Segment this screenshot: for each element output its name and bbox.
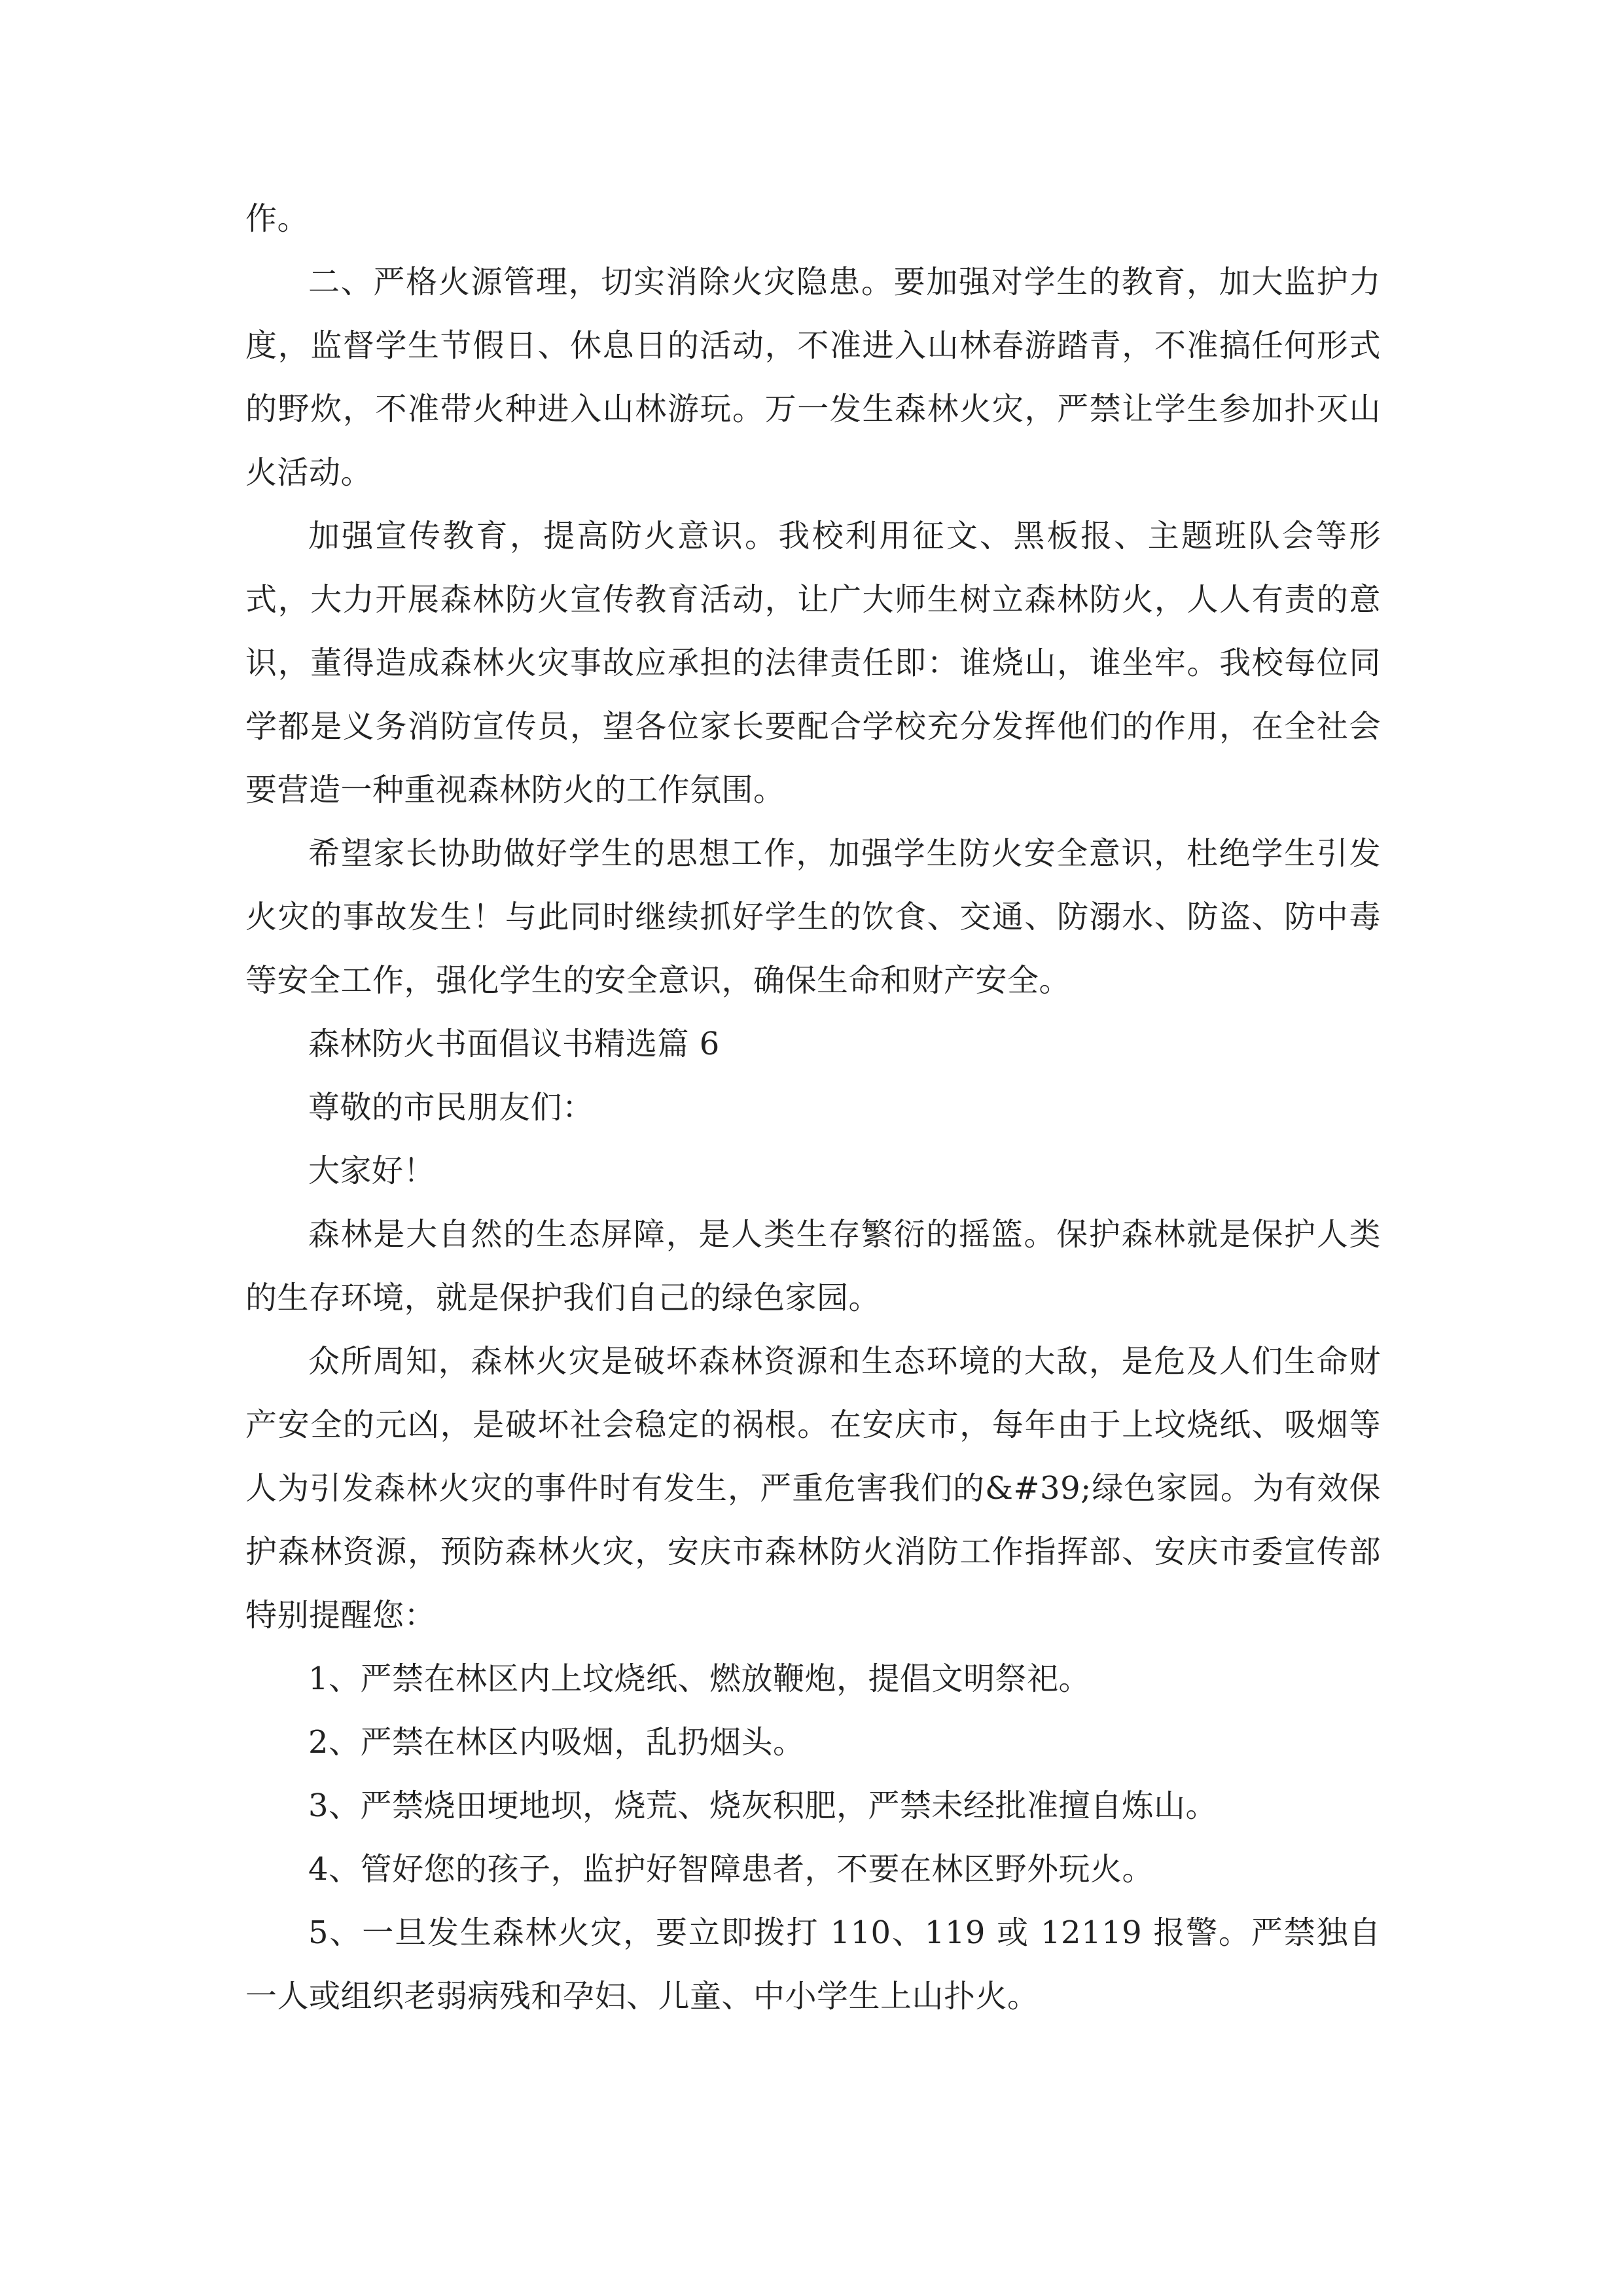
paragraph-continuation: 作。	[245, 200, 310, 237]
greeting: 大家好！	[308, 1153, 436, 1189]
list-item-5: 5、一旦发生森林火灾，要立即拨打 110、119 或 12119 报警。严禁独自一人或组织老弱病残和孕妇、儿童、中小学生上山扑火。	[245, 1914, 1381, 2015]
list-item-4: 4、管好您的孩子，监护好智障患者，不要在林区野外玩火。	[308, 1851, 1154, 1888]
section-heading: 森林防火书面倡议书精选篇 6	[308, 1026, 720, 1062]
list-item-2: 2、严禁在林区内吸烟，乱扔烟头。	[308, 1724, 805, 1761]
paragraph-parents-cooperation: 希望家长协助做好学生的思想工作，加强学生防火安全意识，杜绝学生引发火灾的事故发生！与此同时继续抓好学生的饮食、交通、防溺水、防盗、防中毒等安全工作，强化学生的安全意识，确保生命和财产安全。	[245, 835, 1381, 999]
paragraph-publicity-education: 加强宣传教育，提高防火意识。我校利用征文、黑板报、主题班队会等形式，大力开展森林防火宣传教育活动，让广大师生树立森林防火，人人有责的意识，董得造成森林火灾事故应承担的法律责任即：谁烧山，谁坐牢。我校每位同学都是义务消防宣传员，望各位家长要配合学校充分发挥他们的作用，在全社会要营造一种重视森林防火的工作氛围。	[245, 518, 1381, 808]
document-body	[245, 187, 1381, 2028]
paragraph-forest-importance: 森林是大自然的生态屏障，是人类生存繁衍的摇篮。保护森林就是保护人类的生存环境，就是保护我们自己的绿色家园。	[245, 1216, 1381, 1316]
paragraph-fire-source-management: 二、严格火源管理，切实消除火灾隐患。要加强对学生的教育，加大监护力度，监督学生节假日、休息日的活动，不准进入山林春游踏青，不准搞任何形式的野炊，不准带火种进入山林游玩。万一发生森林火灾，严禁让学生参加扑灭山火活动。	[245, 264, 1381, 491]
list-item-1: 1、严禁在林区内上坟烧纸、燃放鞭炮，提倡文明祭祀。	[308, 1660, 1091, 1697]
list-item-3: 3、严禁烧田埂地坝，烧荒、烧灰积肥，严禁未经批准擅自炼山。	[308, 1787, 1218, 1824]
salutation: 尊敬的市民朋友们：	[308, 1089, 594, 1126]
paragraph-fire-danger: 众所周知，森林火灾是破坏森林资源和生态环境的大敌，是危及人们生命财产安全的元凶，是破坏社会稳定的祸根。在安庆市，每年由于上坟烧纸、吸烟等人为引发森林火灾的事件时有发生，严重危害我们的&#39;绿色家园。为有效保护森林资源，预防森林火灾，安庆市森林防火消防工作指挥部、安庆市委宣传部特别提醒您：	[245, 1343, 1381, 1634]
